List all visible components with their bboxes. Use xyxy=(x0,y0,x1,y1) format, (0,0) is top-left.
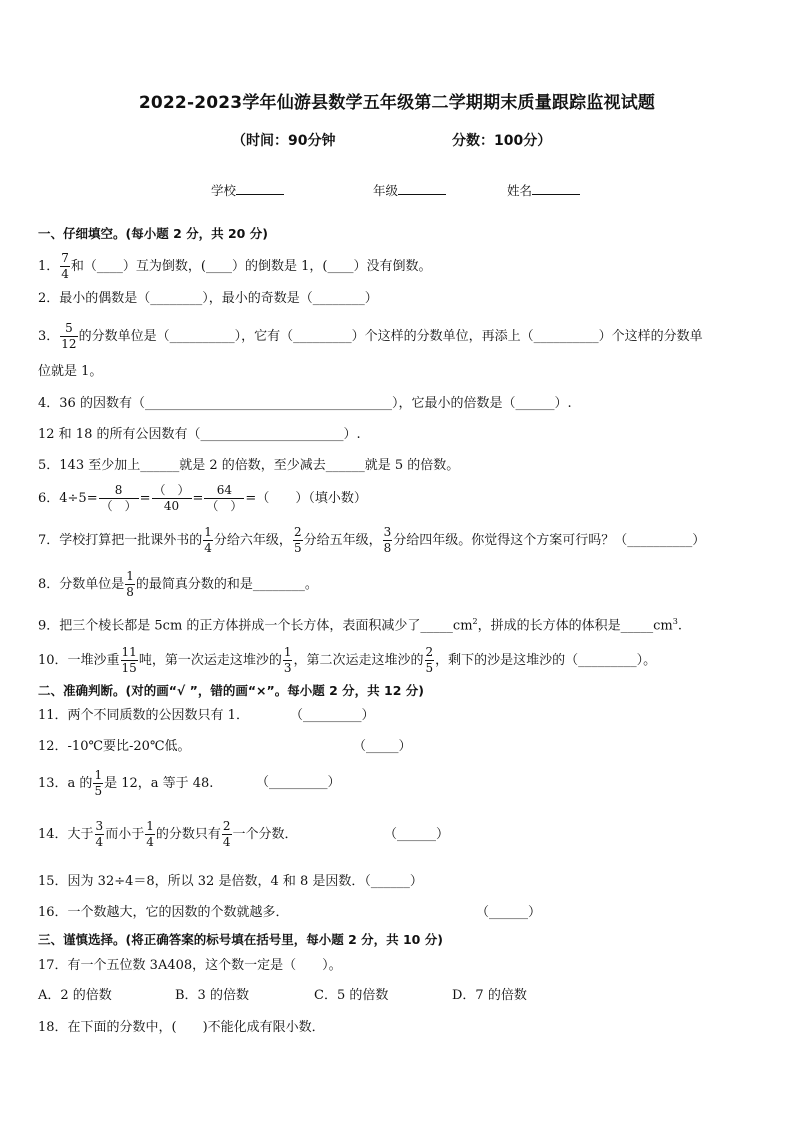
q14-fraction-1: $\frac{3}{4}$ xyxy=(95,819,104,849)
name-blank[interactable] xyxy=(532,181,580,195)
q14-answer[interactable]: （______） xyxy=(384,827,450,842)
q8-text-2: 的最简真分数的和是________。 xyxy=(135,577,318,592)
q9-text-3: . xyxy=(677,618,682,634)
q17-option-b[interactable]: B．3 的倍数 xyxy=(175,988,249,1003)
question-14 xyxy=(38,820,298,849)
q8-fraction: $\frac{1}{8}$ xyxy=(126,569,134,599)
q1-fraction: $\frac{7}{4}$ xyxy=(61,251,69,281)
q3-fraction: $\frac{5}{12}$ xyxy=(61,321,77,351)
q9-superscript-2: 2 xyxy=(472,617,478,626)
q14-fraction-3: $\frac{2}{4}$ xyxy=(222,819,231,849)
q7-text-4: 分给四年级。你觉得这个方案可行吗？（__________） xyxy=(393,533,706,548)
q13-text-1: 13．a 的 xyxy=(38,776,93,791)
q12-answer[interactable]: （_____） xyxy=(353,739,412,754)
q6-fraction-b: $\frac{( )}{40}$ xyxy=(153,483,190,513)
q7-fraction-1: $\frac{1}{4}$ xyxy=(204,525,212,555)
school-label: 学校 xyxy=(211,183,237,198)
q14-text-2: 而小于 xyxy=(105,827,145,842)
q7-fraction-3: $\frac{3}{8}$ xyxy=(383,525,392,555)
question-9 xyxy=(38,612,682,636)
q10-text-3: ，第二次运走这堆沙的 xyxy=(293,653,424,668)
q17-option-a[interactable]: A．2 的倍数 xyxy=(38,988,112,1003)
q11-answer[interactable]: （_________） xyxy=(290,708,375,723)
q13-text-2: 是 12，a 等于 48. xyxy=(104,776,214,791)
q17-option-c[interactable]: C．5 的倍数 xyxy=(314,988,389,1003)
q7-text-2: 分给六年级， xyxy=(213,533,292,548)
q14-text-4: 一个分数． xyxy=(232,827,298,842)
question-7 xyxy=(38,526,705,555)
q7-fraction-2: $\frac{2}{5}$ xyxy=(293,525,302,555)
q14-fraction-2: $\frac{1}{4}$ xyxy=(146,819,154,849)
q13-answer[interactable]: （_________） xyxy=(256,775,341,790)
question-5: 5．143 至少加上______就是 2 的倍数，至少减去______就是 5 的倍数。 xyxy=(38,458,460,473)
q6-fraction-c: $\frac{64}{( )}$ xyxy=(206,483,243,513)
q14-text-3: 的分数只有 xyxy=(155,827,221,842)
section-choice: 三、谨慎选择。(将正确答案的标号填在括号里，每小题 2 分，共 10 分) xyxy=(38,932,443,947)
question-4: 4．36 的因数有（______________________________________），它最小的倍数是（______）. xyxy=(38,396,572,411)
question-4-line-2: 12 和 18 的所有公因数有（______________________）. xyxy=(38,427,361,442)
q6-fraction-a: $\frac{8}{( )}$ xyxy=(100,483,137,513)
page-title: 2022-2023学年仙游县数学五年级第二学期期末质量跟踪监视试题 xyxy=(138,93,656,113)
q8-text-1: 8．分数单位是 xyxy=(38,577,125,592)
question-11: 11．两个不同质数的公因数只有 1． xyxy=(38,708,249,723)
grade-blank[interactable] xyxy=(398,181,446,195)
q6-equals-1: = xyxy=(139,491,151,506)
q6-number: 6．4÷5= xyxy=(38,491,98,506)
q10-fraction-3: $\frac{2}{5}$ xyxy=(425,645,434,675)
school-field[interactable] xyxy=(211,181,284,199)
q9-text-1: 9．把三个棱长都是 5cm 的正方体拼成一个长方体，表面积减少了_____cm xyxy=(38,618,473,634)
q10-fraction-1: $\frac{11}{15}$ xyxy=(121,645,137,675)
q1-text: 和（____）互为倒数，(____）的倒数是 1，(____）没有倒数。 xyxy=(70,259,432,274)
q10-fraction-2: $\frac{1}{3}$ xyxy=(283,645,292,675)
question-16: 16．一个数越大，它的因数的个数就越多． xyxy=(38,905,289,920)
q7-text-1: 7．学校打算把一批课外书的 xyxy=(38,533,203,548)
question-3-continued: 位就是 1。 xyxy=(38,364,103,379)
question-15: 15．因为 32÷4＝8，所以 32 是倍数，4 和 8 是因数．（______） xyxy=(38,874,423,889)
exam-score: 分数：100分） xyxy=(452,133,552,149)
q6-equals-2: = xyxy=(192,491,204,506)
grade-field[interactable] xyxy=(373,181,446,199)
grade-label: 年级 xyxy=(373,183,399,198)
question-6 xyxy=(38,484,367,513)
section-fill-in: 一、仔细填空。(每小题 2 分，共 20 分) xyxy=(38,226,268,241)
q14-text-1: 14．大于 xyxy=(38,827,94,842)
question-17: 17．有一个五位数 3A408，这个数一定是（ ）。 xyxy=(38,958,342,973)
q3-text: 的分数单位是（__________），它有（_________）个这样的分数单位，再添上（__________）个这样的分数单 xyxy=(78,329,703,344)
q9-superscript-3: 3 xyxy=(672,617,678,626)
q7-text-3: 分给五年级， xyxy=(303,533,382,548)
q17-option-d[interactable]: D．7 的倍数 xyxy=(452,988,527,1003)
exam-time: （时间：90分钟 xyxy=(232,133,336,149)
q1-number: 1． xyxy=(38,259,60,274)
section-judgement: 二、准确判断。(对的画“√ ”，错的画“×”。每小题 2 分，共 12 分) xyxy=(38,683,424,698)
q3-number: 3． xyxy=(38,329,60,344)
question-10 xyxy=(38,646,656,675)
question-8 xyxy=(38,570,318,599)
question-18: 18．在下面的分数中，( )不能化成有限小数． xyxy=(38,1020,325,1035)
name-field[interactable] xyxy=(507,181,580,199)
q13-fraction: $\frac{1}{5}$ xyxy=(94,768,103,798)
question-13 xyxy=(38,769,213,798)
name-label: 姓名 xyxy=(507,183,533,198)
question-3 xyxy=(38,322,703,351)
q10-text-1: 10．一堆沙重 xyxy=(38,653,120,668)
q16-answer[interactable]: （______） xyxy=(476,905,542,920)
q6-tail: =（ ）（填小数） xyxy=(245,491,367,506)
question-12: 12．-10℃要比-20℃低。 xyxy=(38,739,191,754)
q10-text-4: ，剩下的沙是这堆沙的（_________）。 xyxy=(435,653,657,668)
q10-text-2: 吨，第一次运走这堆沙的 xyxy=(138,653,282,668)
q9-text-2: ，拼成的长方体的体积是_____cm xyxy=(477,618,673,634)
question-1 xyxy=(38,252,431,281)
school-blank[interactable] xyxy=(236,181,284,195)
question-2: 2．最小的偶数是（________），最小的奇数是（________） xyxy=(38,291,378,306)
